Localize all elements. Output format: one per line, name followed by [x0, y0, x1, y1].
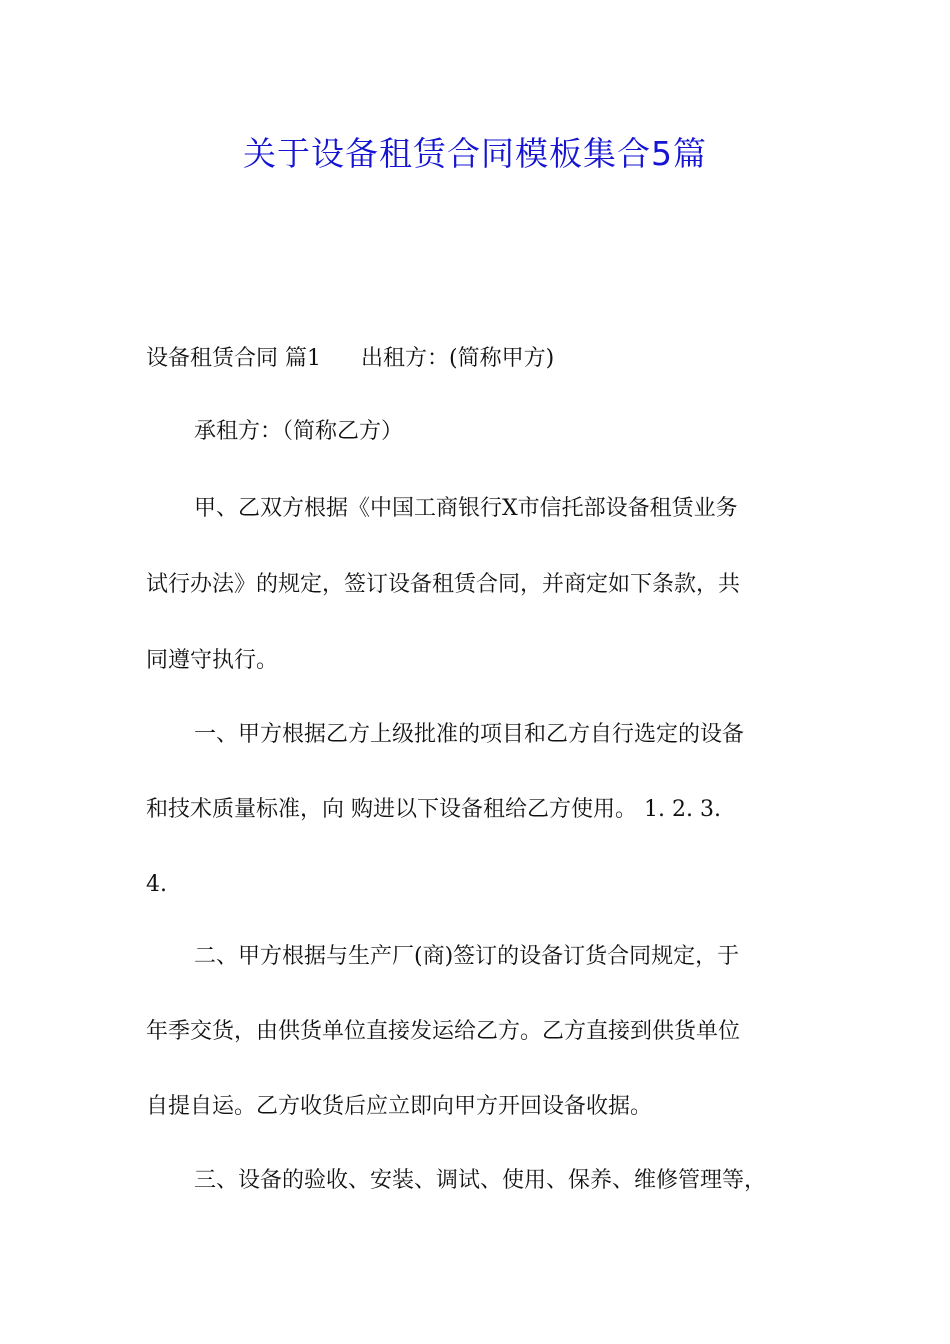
lessee-label: 承租方：（简称乙方）: [194, 419, 404, 444]
contract-header-line: [146, 335, 554, 383]
paragraph-line: 同遵守执行。: [146, 648, 279, 673]
paragraph-line: 一、甲方根据乙方上级批准的项目和乙方自行选定的设备: [194, 722, 745, 747]
document-title: 关于设备租赁合同模板集合5篇: [243, 134, 707, 173]
paragraph-line: 4.: [146, 872, 167, 897]
paragraph-line: 试行办法》的规定，签订设备租赁合同，并商定如下条款，共: [146, 572, 741, 597]
paragraph-line: 甲、乙双方根据《中国工商银行X市信托部设备租赁业务: [194, 496, 738, 521]
paragraph-line: 自提自运。乙方收货后应立即向甲方开回设备收据。: [146, 1094, 653, 1119]
contract-section-label: 设备租赁合同 篇1: [146, 346, 321, 371]
paragraph-line: 三、设备的验收、安装、调试、使用、保养、维修管理等，: [194, 1168, 767, 1193]
lessor-label: 出租方：(简称甲方): [361, 346, 555, 371]
paragraph-line: 和技术质量标准，向 购进以下设备租给乙方使用。 1. 2. 3.: [146, 797, 721, 822]
paragraph-line: 二、甲方根据与生产厂(商)签订的设备订货合同规定，于: [194, 944, 740, 969]
paragraph-line: 年季交货，由供货单位直接发运给乙方。乙方直接到供货单位: [146, 1019, 741, 1044]
